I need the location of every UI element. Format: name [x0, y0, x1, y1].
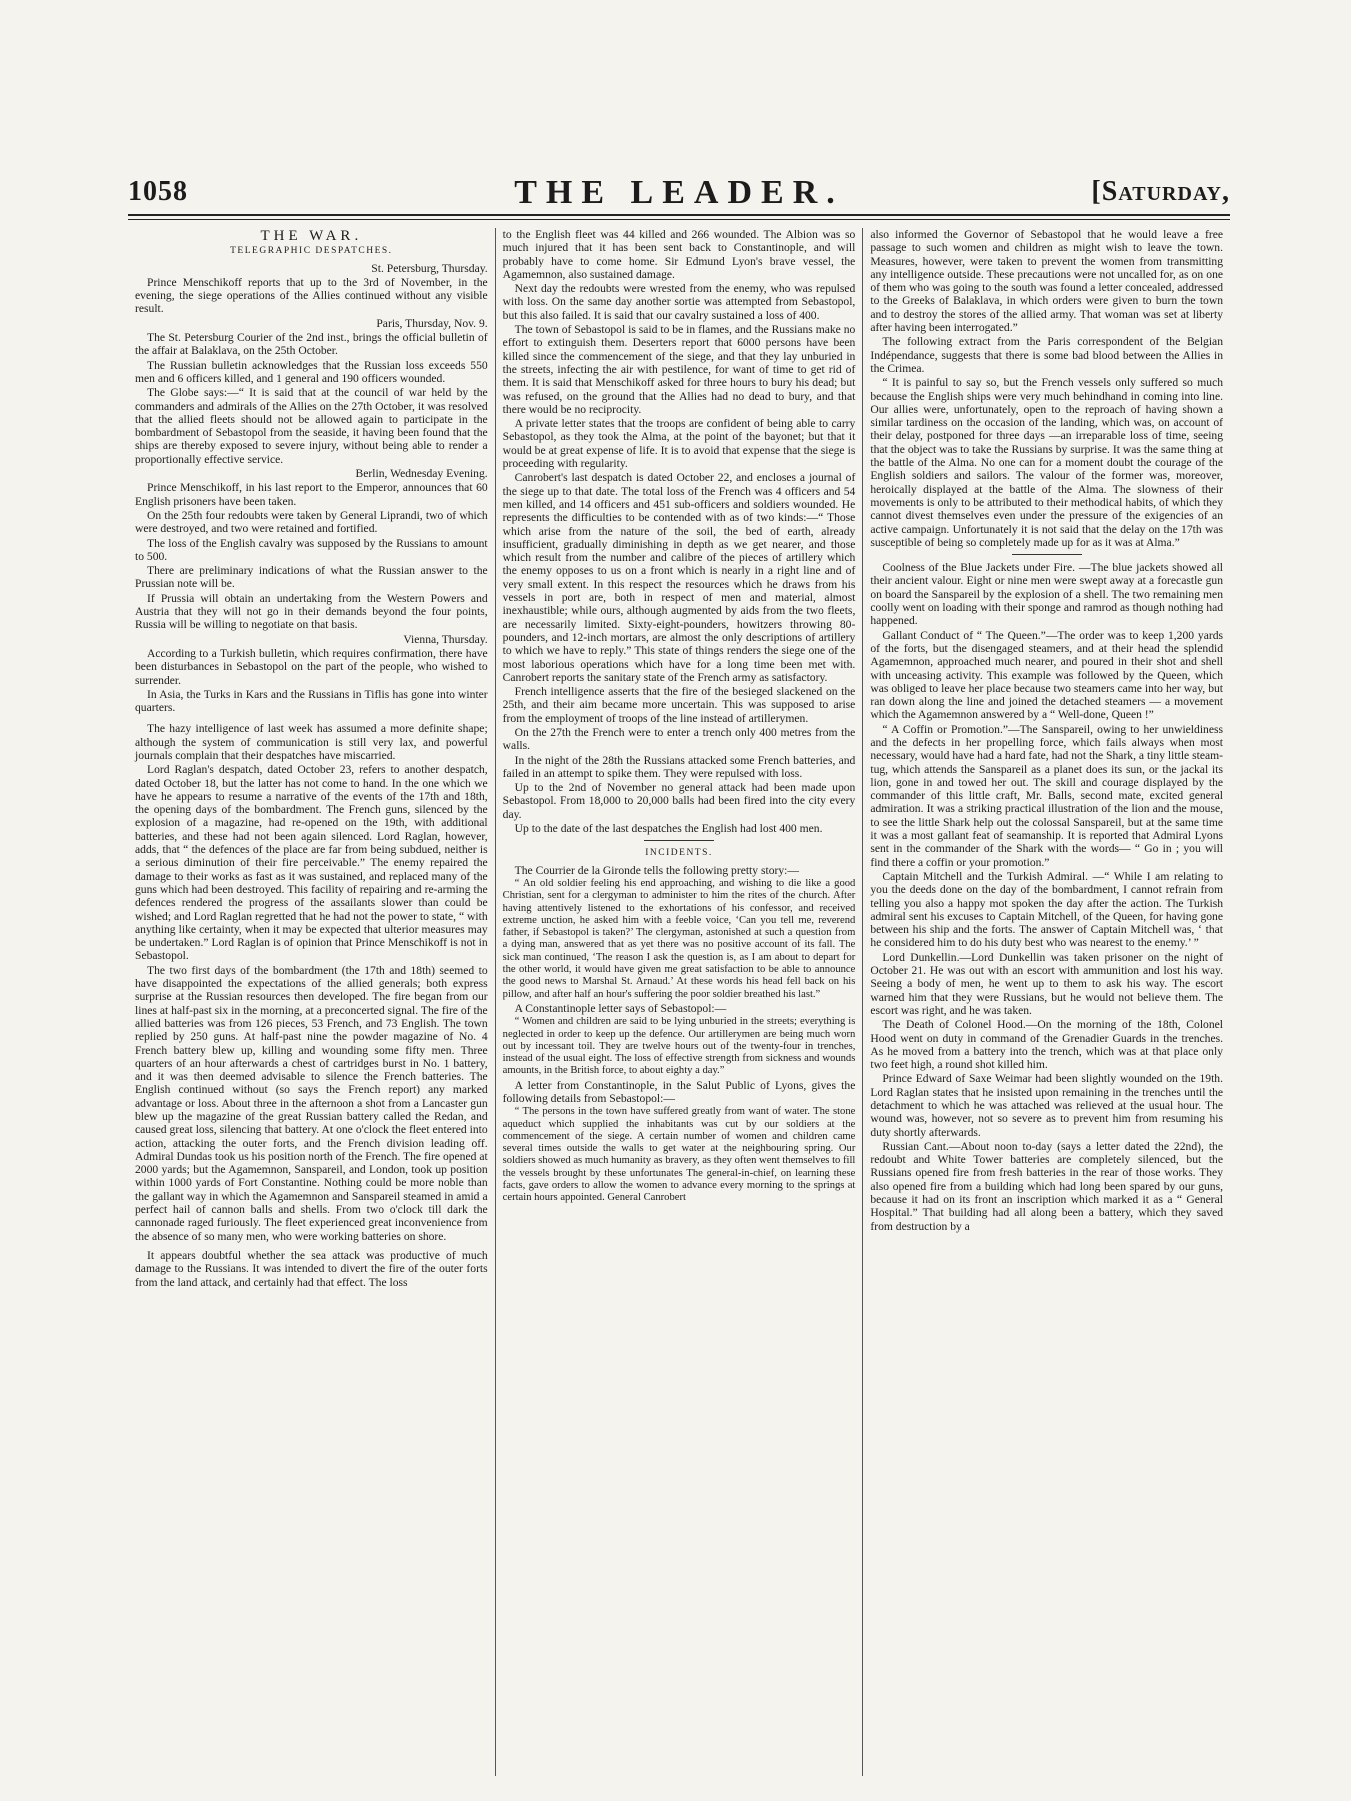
- paragraph: Russian Cant.—About noon to-day (says a letter dated the 22nd), the redoubt and White Tower batteries are completely silenced, but the Russians opened fire from fresh batteries in the rear of those works. They also opened fire from a building which had long been spared by our guns, because it had on its front an inscription which marked it as a “ General Hospital.” That building had all along been a battery, which they saved from destruction by a: [870, 1139, 1224, 1233]
- paragraph: The town of Sebastopol is said to be in flames, and the Russians make no effort to extinguish them. Deserters report that 6000 persons have been killed since the commencement of the siege, and that they lay unburied in the streets, infecting the air with pestilence, for want of time to get rid of them. It is said that Menschikoff asked for three hours to bury his dead; but was refused, on the ground that the Allies had no dead to bury, and that there would be no reciprocity.: [502, 323, 856, 416]
- quotation: “ It is painful to say so, but the French vessels only suffered so much because the English ships were very much behindhand in coming into line. Our allies were, unfortunately, open to the reproach of having shown a similar tardiness on the occasion of the landing, which was, on account of their delay, postponed for three days —an irreparable loss of time, seeing that the object was to take the Russians by surprise. It was the same thing at the battle of the Alma. No one can for a moment doubt the courage of the English soldiers and sailors. The valour of the former was, moreover, heroically displayed at the battle of the Alma. The slowness of their movements is only to be attributed to their methodical habits, of which they cannot divest themselves even under the pressure of the exigencies of an active campaign. Unfortunately it is not said that the delay on the 17th was susceptible of being so completely made up for as it was at Alma.”: [870, 376, 1224, 549]
- paragraph: The following extract from the Paris correspondent of the Belgian Indépendance, suggests that there is some bad blood between the Allies in the Crimea.: [870, 335, 1224, 375]
- dateline: Berlin, Wednesday Evening.: [355, 467, 488, 481]
- paragraph: Prince Edward of Saxe Weimar had been slightly wounded on the 19th. Lord Raglan states that he insisted upon remaining in the trenches until the detachment to which he was attached was relieved at the usual hour. The wound was, however, not so severe as to prevent him from resuming his duty shortly afterwards.: [870, 1072, 1224, 1139]
- paragraph: “ A Coffin or Promotion.”—The Sanspareil, owing to her unwieldiness and the defects in her propelling force, which fails always when most necessary, would have had a hard fate, had not the Shark, a tiny little steam-tug, which attends the Sanspareil as a planet does its sun, or the jackal its lion, gone in and towed her out. The skill and courage displayed by the commander of this little craft, Mr. Balls, second mate, excited general admiration. It was a striking practical illustration of the lion and the mouse, to see the little Shark help out the colossal Sanspareil, but at the same time it was a most gallant feat of seamanship. It is reported that Admiral Lyons sent in the commander of the Shark with the words— “ Go in ; you will find there a coffin or your promotion.”: [870, 722, 1224, 869]
- masthead-rule: [128, 219, 1230, 220]
- paragraph: The two first days of the bombardment (the 17th and 18th) seemed to have disappointed the expectations of the allied generals; both express surprise at the Russian resources then developed. The fire began from our lines at half-past six in the morning, at a preconcerted signal. The fire of the allied batteries was from 126 pieces, 53 French, and 73 English. The town replied by 250 guns. At half-past nine the powder magazine of No. 4 French battery blew up, killing and wounding some fifty men. Three quarters of an hour afterwards a chest of cartridges burst in No. 1 battery, and it was then deemed advisable to silence the French batteries. The English continued without (so says the French report) any marked advantage or loss. About three in the afternoon a shot from a Lancaster gun blew up the magazine of the great Russian battery called the Redan, and caused great loss, silencing that battery. At one o'clock the fleet entered into action, attacking the outer forts, and the French division leading off. Admiral Dundas took us his position north of the French. The fire opened at 2000 yards; but the Agamemnon, Sanspareil, and London, took up position within 1000 yards of Fort Constantine. Nothing could be more noble than the gallant way in which the Agamemnon and Sanspareil steamed in amid a perfect hail of cannon balls and shells. From two o'clock till dark the cannonade raged furiously. The fleet experienced great inconvenience from the absence of so many men, who were working batteries on shore.: [135, 963, 488, 1243]
- paragraph: The hazy intelligence of last week has assumed a more definite shape; although the system of communication is still very lax, and powerful journals complain that their despatches have miscarried.: [135, 722, 488, 762]
- column-1: [128, 228, 495, 1776]
- paragraph: Prince Menschikoff, in his last report to the Emperor, announces that 60 English prisoners have been taken.: [135, 481, 488, 508]
- paragraph: Gallant Conduct of “ The Queen.”—The order was to keep 1,200 yards of the forts, but the disengaged steamers, and at their head the splendid Agamemnon, approached much nearer, and poured in their shot and shell with unceasing activity. This example was followed by the Queen, which was obliged to leave her place because two steamers came into her way, but ran down along the line and joined the detached steamers — a movement which the Agamemnon answered by a “ Well-done, Queen !”: [870, 628, 1224, 722]
- paragraph: Canrobert's last despatch is dated October 22, and encloses a journal of the siege up to that date. The total loss of the French was 4 officers and 54 men killed, and 14 officers and 451 sub-officers and soldiers wounded. He represents the difficulties to be contended with as of two kinds:—“ Those which arise from the nature of the soil, the bed of earth, already insufficient, gradually diminishing in depth as we get nearer, and those which result from the number and calibre of the pieces of artillery which the enemy opposes to us on a front which is nearly in a right line and of very small extent. In this respect the resources which he draws from his vessels in port are, both in respect of men and material, almost inexhaustible; while ours, although augmented by aids from the two fleets, are necessarily limited. Sixty-eight-pounders, howitzers throwing 80-pounders, and 12-inch mortars, are almost the only descriptions of artillery to which we have to reply.” This state of things renders the siege one of the most laborious operations which have for a long time been met with. Canrobert reports the sanitary state of the French army as satisfactory.: [502, 471, 856, 684]
- quotation: “ An old soldier feeling his end approaching, and wishing to die like a good Christian, sent for a clergyman to administer to him the rites of the church. After having attentively listened to the exhortations of his confessor, and received extreme unction, he asked him with a feeble voice, ‘Can you tell me, reverend father, if Sebastopol is taken?’ The clergyman, astonished at such a question from a dying man, answered that as yet there was no positive account of its fall. The sick man continued, ‘The reason I ask the question is, as I am about to depart for the other world, it would have given me great satisfaction to be able to announce the good news to Marshal St. Arnaud.’ At these words his head fell back on his pillow, and after half an hour's suffering the poor soldier breathed his last.”: [502, 877, 856, 1000]
- paragraph: According to a Turkish bulletin, which requires confirmation, there have been disturbances in Sebastopol on the part of the people, who wished to surrender.: [135, 646, 488, 687]
- article-columns: [128, 228, 1230, 1776]
- quotation: “ Women and children are said to be lying unburied in the streets; everything is neglected in order to keep up the defence. Our artillerymen are being much worn out by incessant toil. They are twelve hours out of the twenty-four in trenches, instead of the usual eight. The loss of effective strength from sickness and wounds amounts, in the British force, to about eighty a day.”: [502, 1016, 856, 1077]
- paragraph: In Asia, the Turks in Kars and the Russians in Tiflis has gone into winter quarters.: [135, 687, 488, 715]
- paragraph: On the 27th the French were to enter a trench only 400 metres from the walls.: [502, 725, 856, 753]
- paragraph: to the English fleet was 44 killed and 266 wounded. The Albion was so much injured that it has been sent back to Constantinople, and will probably have to come home. Sir Edmund Lyon's brave vessel, the Agamemnon, also sustained damage.: [502, 228, 856, 281]
- paragraph: The Courrier de la Gironde tells the following pretty story:—: [514, 863, 799, 877]
- paragraph: Captain Mitchell and the Turkish Admiral. —“ While I am relating to you the deeds done on the day of the bombardment, I cannot refrain from telling you also a happy mot spoken the day after the action. The Turkish admiral sent his excuses to Captain Mitchell, of the Queen, for having gone between his ship and the forts. The answer of Captain Mitchell was, ‘ that he considered him to do his duty best who was nearest to the enemy.’ ”: [870, 869, 1224, 950]
- paragraph: The Russian bulletin acknowledges that the Russian loss exceeds 550 men and 6 officers killed, and 1 general and 190 officers wounded.: [135, 358, 488, 385]
- newspaper-title: THE LEADER.: [514, 174, 844, 211]
- paragraph: In the night of the 28th the Russians attacked some French batteries, and failed in an attempt to spike them. They were repulsed with loss.: [502, 753, 856, 780]
- day-of-week: [Saturday,: [1091, 176, 1230, 207]
- paragraph: The Globe says:—“ It is said that at the council of war held by the commanders and admirals of the Allies on the 27th October, it was resolved that the allied fleets should not be allowed again to participate in the bombardment of Sebastopol from the seaside, it having been found that the ships are thereby exposed to severe injury, without being able to render a proportionally effective service.: [135, 386, 488, 466]
- paragraph: A private letter states that the troops are confident of being able to carry Sebastopol, as they took the Alma, at the point of the bayonet; but that it would be at great expense of life. It is to avoid that expense that the siege is proceeding with regularity.: [502, 417, 856, 471]
- paragraph: Coolness of the Blue Jackets under Fire. —The blue jackets showed all their ancient valour. Eight or nine men were swept away at a forecastle gun on board the Sanspareil by the explosion of a shell. The two remaining men coolly went on loading with their sponge and ramrod as though nothing had happened.: [870, 561, 1224, 628]
- dateline: St. Petersburg, Thursday.: [371, 261, 488, 275]
- section-heading: THE WAR.: [260, 228, 363, 244]
- paragraph: Lord Raglan's despatch, dated October 23, refers to another despatch, dated October 18, but the latter has not come to hand. In the one which we have he appears to resume a narrative of the events of the 17th and 18th, the opening days of the bombardment. The French guns, silenced by the explosion of a magazine, had re-opened on the 19th, with additional batteries, and these had not been again silenced. Lord Raglan, however, adds, that “ the defences of the place are far from being subdued, neither is a serious diminution of their fire perceivable.” The enemy repaired the damage to their works as fast as it was sustained, and replaced many of the guns which had been destroyed. This facility of repairing and re-arming the defences rendered the progress of the assailants slower than could be wished; and Lord Raglan regretted that he had not the power to state, “ with anything like certainty, when it may be expected that ulterior measures may be undertaken.” Lord Raglan is of opinion that Prince Menschikoff is not in Sebastopol.: [135, 763, 488, 963]
- section-divider: [1012, 554, 1082, 555]
- paragraph: The loss of the English cavalry was supposed by the Russians to amount to 500.: [135, 536, 488, 563]
- paragraph: A letter from Constantinople, in the Salut Public of Lyons, gives the following details from Sebastopol:—: [502, 1078, 856, 1105]
- paragraph: The Death of Colonel Hood.—On the morning of the 18th, Colonel Hood went on duty in command of the Grenadier Guards in the trenches. As he moved from a battery into the trench, which was at that place only two feet high, a round shot killed him.: [870, 1018, 1224, 1072]
- paragraph: French intelligence asserts that the fire of the besieged slackened on the 25th, and their aim became more uncertain. This was supposed to arise from the employment of troops of the line instead of artillerymen.: [502, 685, 856, 725]
- page-number: 1058: [128, 176, 188, 207]
- paragraph: The St. Petersburg Courier of the 2nd inst., brings the official bulletin of the affair at Balaklava, on the 25th October.: [135, 331, 488, 358]
- masthead: [128, 170, 1230, 216]
- paragraph: Lord Dunkellin.—Lord Dunkellin was taken prisoner on the night of October 21. He was out with an escort with ammunition and lost his way. Seeing a body of men, he went up to them to ask his way. The escort warned him that they were Russians, but he would not believe them. The escort was right, and he was taken.: [870, 950, 1224, 1017]
- paragraph: A Constantinople letter says of Sebastopol:—: [514, 1001, 727, 1015]
- paragraph: Next day the redoubts were wrested from the enemy, who was repulsed with loss. On the same day another sortie was attempted from Sebastopol, but this also failed. It is said that our cavalry sustained a loss of 400.: [502, 282, 856, 322]
- dateline: Vienna, Thursday.: [403, 632, 488, 646]
- paragraph: On the 25th four redoubts were taken by General Liprandi, two of which were destroyed, and two were retained and fortified.: [135, 508, 488, 536]
- section-divider: [644, 840, 714, 841]
- dateline: Paris, Thursday, Nov. 9.: [376, 316, 488, 330]
- paragraph: If Prussia will obtain an undertaking from the Western Powers and Austria that they will not go in their demands beyond the four points, Russia will be willing to negotiate on that basis.: [135, 591, 488, 632]
- quotation: “ The persons in the town have suffered greatly from want of water. The stone aqueduct which supplied the inhabitants was cut by our soldiers at the commencement of the siege. A certain number of women and children came several times outside the walls to get water at the neighbouring spring. Our soldiers showed as much humanity as bravery, as they often went themselves to fill the vessels brought by these unfortunates The general-in-chief, on learning these facts, gave orders to allow the women to advance every morning to the springs at certain hours appointed. General Canrobert: [502, 1106, 856, 1204]
- incidents-heading: INCIDENTS.: [645, 848, 713, 859]
- paragraph: also informed the Governor of Sebastopol that he would leave a free passage to such women and children as might wish to leave the town. Measures, however, were taken to prevent the women from transmitting any intelligence outside. These precautions were not uncalled for, as on one of them who was going to the south was found a letter concealed, addressed to the Greeks of Balaklava, in which orders were given to burn the town and to destroy the stores of the allied army. That woman was set at liberty after having been interrogated.”: [870, 228, 1224, 335]
- paragraph: There are preliminary indications of what the Russian answer to the Prussian note will be.: [135, 564, 488, 591]
- newspaper-page: [128, 170, 1230, 1776]
- column-2: [495, 228, 863, 1776]
- paragraph: Up to the date of the last despatches the English had lost 400 men.: [514, 822, 823, 836]
- section-subheading: TELEGRAPHIC DESPATCHES.: [230, 246, 393, 257]
- paragraph: Prince Menschikoff reports that up to the 3rd of November, in the evening, the siege operations of the Allies continued without any visible result.: [135, 275, 488, 316]
- paragraph: Up to the 2nd of November no general attack had been made upon Sebastopol. From 18,000 to 20,000 balls had been fired into the city every day.: [502, 781, 856, 821]
- column-3: [862, 228, 1230, 1776]
- paragraph: It appears doubtful whether the sea attack was productive of much damage to the Russians. It was intended to divert the fire of the outer forts from the land attack, and certainly had that effect. The loss: [135, 1248, 488, 1289]
